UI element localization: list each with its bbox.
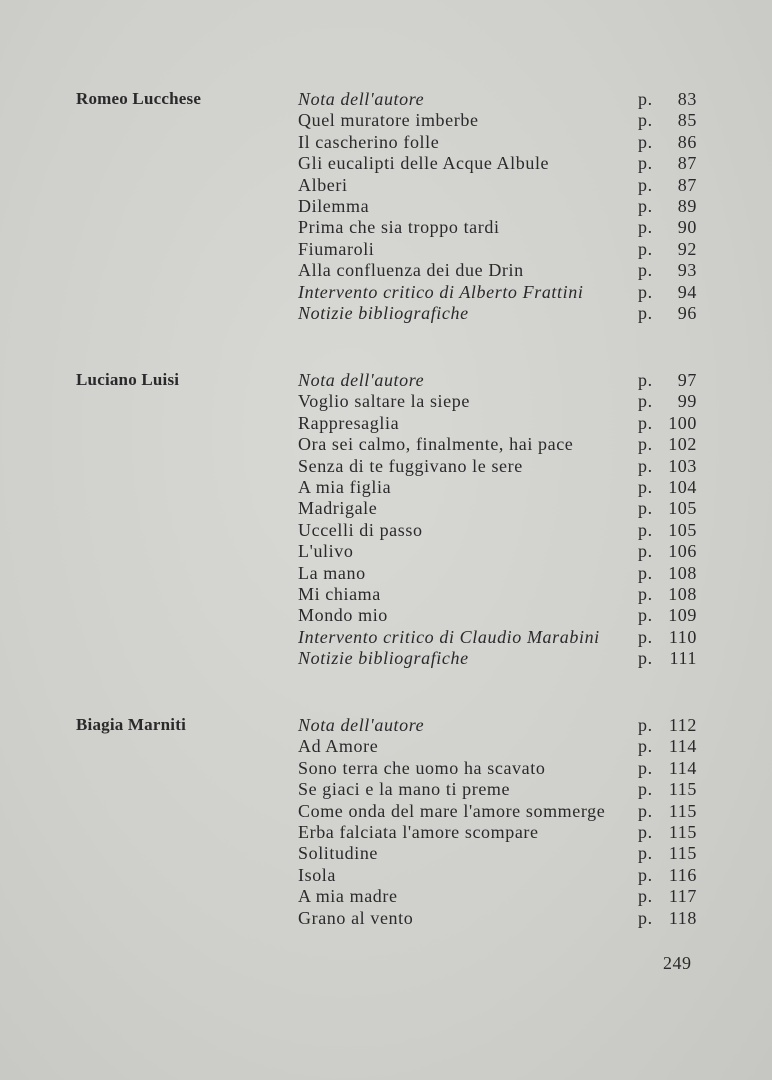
entry-page-number: 110 — [668, 626, 697, 647]
entry-title: Notizie bibliografiche — [298, 302, 469, 323]
page-abbrev: p. — [638, 476, 653, 497]
page-abbrev: p. — [638, 779, 653, 800]
page-abbrev: p. — [638, 174, 653, 195]
entry-page-number: 100 — [668, 412, 697, 433]
entry-title: Prima che sia troppo tardi — [298, 217, 500, 238]
toc-entry — [298, 175, 698, 196]
page-abbrev: p. — [638, 131, 653, 152]
page-abbrev: p. — [638, 886, 653, 907]
entry-title: Dilemma — [298, 195, 370, 216]
entry-page-number: 106 — [668, 541, 697, 562]
toc-entry — [298, 260, 698, 281]
entry-title: Uccelli di passo — [298, 519, 423, 540]
entry-title: A mia figlia — [298, 476, 392, 497]
entry-page-number: 111 — [669, 648, 697, 669]
entry-title: Intervento critico di Claudio Marabini — [298, 626, 600, 647]
page-abbrev: p. — [638, 260, 653, 281]
page-abbrev: p. — [638, 498, 653, 519]
entry-title: Senza di te fuggivano le sere — [298, 455, 523, 476]
entry-page-number: 114 — [668, 736, 697, 757]
entry-title: Rappresaglia — [298, 412, 400, 433]
entry-title: Se giaci e la mano ti preme — [298, 779, 511, 800]
page-abbrev: p. — [638, 757, 653, 778]
entry-title: Voglio saltare la siepe — [298, 391, 470, 412]
entry-page-number: 112 — [668, 715, 697, 735]
entry-title: Nota dell'autore — [298, 89, 425, 109]
entry-title: Mondo mio — [298, 605, 388, 626]
toc-entry — [298, 239, 698, 260]
entry-page-number: 93 — [677, 260, 697, 281]
page-abbrev: p. — [638, 626, 653, 647]
entry-page-number: 86 — [677, 131, 697, 152]
page-abbrev: p. — [638, 907, 653, 928]
page-abbrev: p. — [638, 800, 653, 821]
page-abbrev: p. — [638, 434, 653, 455]
toc-entry-list — [298, 715, 698, 929]
entry-page-number: 90 — [677, 217, 697, 238]
toc-entry — [298, 456, 698, 477]
toc-entry-list — [298, 89, 698, 324]
entry-title: Ora sei calmo, finalmente, hai pace — [298, 434, 574, 455]
entry-page-number: 109 — [668, 605, 697, 626]
toc-entry — [298, 477, 698, 498]
entry-title: Madrigale — [298, 498, 378, 519]
toc-entry — [298, 736, 698, 757]
entry-page-number: 87 — [677, 174, 697, 195]
toc-entry — [298, 217, 698, 238]
page-abbrev: p. — [638, 391, 653, 412]
entry-title: Notizie bibliografiche — [298, 648, 469, 669]
toc-entry — [298, 584, 698, 605]
entry-page-number: 96 — [677, 302, 697, 323]
entry-page-number: 115 — [668, 821, 697, 842]
author-name: Biagia Marniti — [76, 715, 186, 734]
toc-entry — [298, 865, 698, 886]
entry-page-number: 115 — [668, 843, 697, 864]
entry-title: Solitudine — [298, 843, 379, 864]
page-abbrev: p. — [638, 843, 653, 864]
entry-page-number: 89 — [677, 195, 697, 216]
entry-title: Isola — [298, 864, 336, 885]
toc-entry — [298, 196, 698, 217]
toc-entry — [298, 541, 698, 562]
entry-page-number: 108 — [668, 583, 697, 604]
entry-page-number: 118 — [668, 907, 697, 928]
toc-entry — [298, 391, 698, 412]
toc-entry — [298, 282, 698, 303]
toc-entry — [298, 153, 698, 174]
entry-page-number: 102 — [668, 434, 697, 455]
entry-page-number: 85 — [677, 110, 697, 131]
page-abbrev: p. — [638, 153, 653, 174]
entry-page-number: 105 — [668, 498, 697, 519]
page-abbrev: p. — [638, 562, 653, 583]
entry-title: Il cascherino folle — [298, 131, 440, 152]
toc-entry — [298, 779, 698, 800]
toc-entry — [298, 110, 698, 131]
entry-page-number: 116 — [668, 864, 697, 885]
entry-page-number: 115 — [668, 800, 697, 821]
toc-entry — [298, 498, 698, 519]
page-abbrev: p. — [638, 864, 653, 885]
entry-title: Erba falciata l'amore scompare — [298, 821, 539, 842]
entry-page-number: 108 — [668, 562, 697, 583]
toc-entry — [298, 627, 698, 648]
toc-entry — [298, 413, 698, 434]
page-abbrev: p. — [638, 281, 653, 302]
toc-entry — [298, 801, 698, 822]
toc-entry — [298, 758, 698, 779]
entry-title: Intervento critico di Alberto Frattini — [298, 281, 584, 302]
toc-entry — [298, 908, 698, 929]
page-abbrev: p. — [638, 583, 653, 604]
toc-entry — [298, 886, 698, 907]
page-abbrev: p. — [638, 605, 653, 626]
toc-entry — [298, 370, 698, 391]
page-abbrev: p. — [638, 238, 653, 259]
page-abbrev: p. — [638, 541, 653, 562]
page-abbrev: p. — [638, 195, 653, 216]
author-name: Romeo Lucchese — [76, 89, 202, 108]
entry-page-number: 87 — [677, 153, 697, 174]
author-name: Luciano Luisi — [76, 370, 180, 389]
entry-title: La mano — [298, 562, 366, 583]
toc-entry — [298, 434, 698, 455]
entry-page-number: 92 — [677, 238, 697, 259]
toc-entry — [298, 843, 698, 864]
entry-page-number: 94 — [677, 281, 697, 302]
entry-page-number: 117 — [668, 886, 697, 907]
entry-title: L'ulivo — [298, 541, 354, 562]
page-abbrev: p. — [638, 821, 653, 842]
page-abbrev: p. — [638, 715, 653, 735]
entry-page-number: 97 — [677, 370, 697, 390]
page-number: 249 — [663, 953, 692, 973]
entry-page-number: 104 — [668, 476, 697, 497]
entry-title: Ad Amore — [298, 736, 379, 757]
entry-title: Alberi — [298, 174, 348, 195]
toc-entry — [298, 563, 698, 584]
page-abbrev: p. — [638, 736, 653, 757]
entry-page-number: 115 — [668, 779, 697, 800]
entry-title: Mi chiama — [298, 583, 381, 604]
page-abbrev: p. — [638, 519, 653, 540]
entry-page-number: 83 — [677, 89, 697, 109]
page-abbrev: p. — [638, 648, 653, 669]
entry-title: Alla confluenza dei due Drin — [298, 260, 524, 281]
entry-page-number: 114 — [668, 757, 697, 778]
entry-page-number: 105 — [668, 519, 697, 540]
entry-title: Grano al vento — [298, 907, 414, 928]
toc-entry-list — [298, 370, 698, 669]
entry-title: Gli eucalipti delle Acque Albule — [298, 153, 550, 174]
page-abbrev: p. — [638, 302, 653, 323]
toc-entry — [298, 132, 698, 153]
toc-entry — [298, 822, 698, 843]
page-abbrev: p. — [638, 110, 653, 131]
toc-entry — [298, 520, 698, 541]
entry-title: Sono terra che uomo ha scavato — [298, 757, 546, 778]
toc-entry — [298, 89, 698, 110]
toc-entry — [298, 648, 698, 669]
toc-entry — [298, 303, 698, 324]
entry-title: A mia madre — [298, 886, 398, 907]
entry-title: Come onda del mare l'amore sommerge — [298, 800, 606, 821]
page-abbrev: p. — [638, 412, 653, 433]
entry-page-number: 99 — [677, 391, 697, 412]
page-abbrev: p. — [638, 217, 653, 238]
entry-title: Nota dell'autore — [298, 370, 425, 390]
entry-title: Fiumaroli — [298, 238, 375, 259]
toc-entry — [298, 605, 698, 626]
entry-title: Quel muratore imberbe — [298, 110, 479, 131]
toc-entry — [298, 715, 698, 736]
entry-title: Nota dell'autore — [298, 715, 425, 735]
page-abbrev: p. — [638, 89, 653, 109]
page-abbrev: p. — [638, 455, 653, 476]
page-abbrev: p. — [638, 370, 653, 390]
entry-page-number: 103 — [668, 455, 697, 476]
